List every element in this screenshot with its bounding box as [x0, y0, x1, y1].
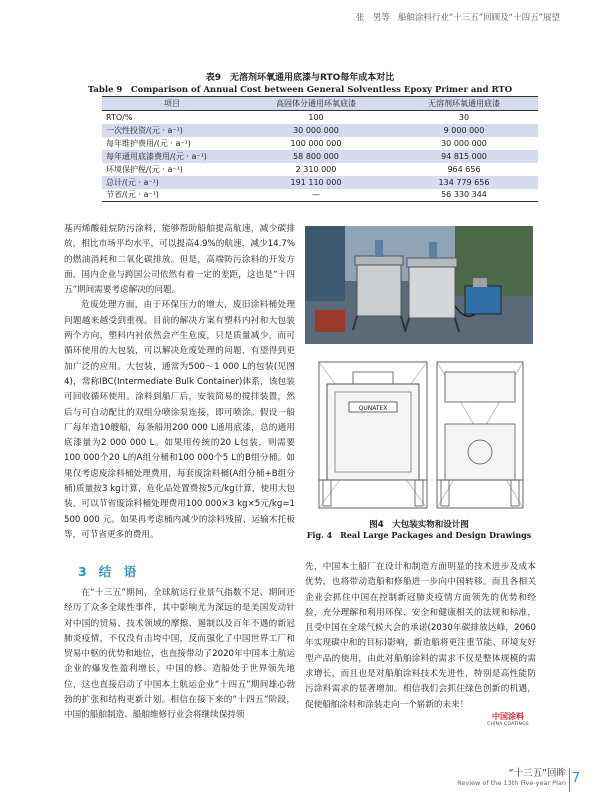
table-cell: 134 779 656 [390, 176, 538, 189]
table-cell: 9 000 000 [390, 124, 538, 137]
footer-divider [569, 768, 570, 792]
table-row [102, 150, 538, 163]
ibc-photo-illustration [305, 226, 533, 344]
table-caption-cn: 表9 无溶剂环氧通用底漆与RTO每年成本对比 [205, 73, 395, 83]
running-head [0, 0, 600, 34]
body-paragraph: 危废处理方面，由于环保压力的增大，废旧涂料桶处理问题越来越受到重视。目前的解决方案有塑料内衬和大包装两个方向，塑料内衬依然会产生危废，只是质量减少，而可循环使用的大包装，可以解决危废处理的问题，有望得到更加广泛的应用。大包装，通常为500～1 000 L的包装(见图4)，常称IBC(Intermediate Bulk Container)体系，该包装可回收循环使用。涂料到船厂后，安装简易的搅拌装置，然后与可自动配比的双组分喷涂泵连接，即可喷涂。假设一船厂每年造10艘船，每条船用200 000 L通用底漆，总的通用底漆量为2 000 000 L。如果用传统的20 L包装，则需要100 000个20 L的A组分桶和100 000个5 L的B组分桶。如果仅考虑废涂料桶处理费用，每套废涂料桶(A组分桶+B组分桶)质量按3 kg计算，危化品处置费按5元/kg计算，使用大包装，可以节省废涂料桶处理费用100 000×3 kg×5元/kg=1 500 000 元。如果再考虑桶内减少的涂料残留、运输木托板等，可节省更多的费用。 [64, 300, 295, 540]
ibc-drawing-illustration [305, 354, 533, 512]
figure-caption-en: Fig. 4 Real Large Packages and Design Drawings [306, 530, 532, 540]
section-heading [78, 562, 136, 580]
table-cell: 节省/(元 · a⁻¹) [106, 190, 159, 200]
table-cell: 每年通用底漆费用/(元 · a⁻¹) [102, 150, 242, 163]
ibc-design-drawing [305, 354, 533, 512]
section-title: 结 语 [98, 564, 137, 579]
table-row [102, 176, 538, 189]
cost-comparison-table [102, 96, 538, 202]
table-row [102, 111, 538, 124]
table-cell: — [312, 190, 320, 200]
table-row [102, 163, 538, 176]
body-paragraph: 先，中国本土船厂在设计和制造方面明显的技术进步及成本优势，也将带动造船和修船进一步向中国转移。而且各相关企业会抓住中国在控制新冠肺炎疫情方面领先的优势和经验，充分理解和利用环保、安全和健康相关的法规和标准，且受中国在全球气候大会的承诺(2030年碳排放达峰，2060年实现碳中和的目标)影响，新造船将更注重节能、环境友好型产品的使用，由此对船舶涂料的需求不仅是整体规模的需求增长，而且也是对船舶涂料技术先进性，特别是高性能防污涂料需求的显著增加。相信我们会抓住绿色创新的机遇，促使船舶涂料和涂装走向一个崭新的未来！ [305, 562, 536, 710]
table-header-cell: 无溶剂环氧通用底漆 [390, 97, 538, 111]
logo-text-en: CHINA COATINGS [487, 722, 529, 727]
ibc-photo [305, 226, 533, 344]
table-cell: 30 000 000 [242, 124, 390, 137]
table-cell: 964 656 [447, 164, 481, 174]
page-footer [457, 765, 580, 787]
drawing-label: QUNATEX [358, 405, 388, 412]
table-cell: 58 800 000 [242, 150, 390, 163]
table-caption-en: Table 9 Comparison of Annual Cost between General Solventless Epoxy Primer and RTO [87, 85, 513, 95]
table-cell: 每年维护费用/(元 · a⁻¹) [106, 138, 191, 148]
left-column-lower [64, 586, 295, 724]
table-cell: 30 [458, 112, 470, 122]
running-head-authors: 张 男等 [355, 13, 390, 23]
table-cell: 191 110 000 [242, 176, 390, 189]
table-row [102, 189, 538, 202]
table-cell: 94 815 000 [390, 150, 538, 163]
running-head-title: 船舶涂料行业“十三五”回顾及“十四五”展望 [397, 13, 560, 23]
table-cell: 56 330 344 [441, 190, 487, 200]
table-cell: 一次性投资/(元 · a⁻¹) [102, 124, 242, 137]
table-row [102, 137, 538, 150]
body-paragraph: 在“十三五”期间，全球航运行业景气指数不足、期间还经历了众多全球性事件，其中影响尤为深远的是美国发动针对中国的贸易、技术领域的摩擦、遏制以及百年不遇的新冠肺炎疫情，不仅没有击垮中国，反而强化了中国世界工厂和贸易中枢的优势和地位，也直接带动了2020年中国本土航运企业的爆发性盈利增长，中国的修、造船处于世界领先地位，这也直接启动了中国本土航运企业“十四五”期间雄心勃勃的扩张和结构更新计划。相信在接下来的“十四五”阶段，中国的船舶制造、船舶维修行业会将继续保持领 [64, 588, 295, 721]
body-paragraph: 基丙烯酸硅烷防污涂料，能够帮助船舶提高航速，减少碳排放，相比市场平均水平，可以提高4.9%的航速，减少14.7%的燃油消耗和二氧化碳排放。但是，高端防污涂料的开发方面，国内企业与跨国公司依然有着一定的差距，这也是“十四五”期间需要考虑解决的问题。 [64, 224, 295, 296]
left-column-upper [64, 222, 295, 543]
table-cell: 100 [308, 112, 324, 122]
table-header-cell: 高固体分通用环氧底漆 [242, 97, 390, 111]
table-header-cell: 项目 [102, 97, 242, 111]
table-cell: RTO/% [106, 112, 133, 122]
page-number: 7 [571, 771, 580, 786]
table-row [102, 124, 538, 137]
footer-title-cn: “十三五”回眸 [508, 768, 566, 779]
table-cell: 2 310 000 [295, 164, 337, 174]
figure-caption-cn: 图4 大包装实物和设计图 [369, 520, 469, 530]
table-cell: 环境保护税/(元 · a⁻¹) [106, 164, 183, 174]
table-cell: 100 000 000 [290, 138, 342, 148]
right-column-lower [305, 560, 536, 713]
logo-text-cn: 中国涂料 [492, 712, 524, 721]
footer-title-en: Review of the 13th Five-year Plan [457, 779, 566, 787]
figure-4 [305, 226, 533, 514]
table-cell: 30 000 000 [441, 138, 487, 148]
table-header-row [102, 97, 538, 111]
table-cell: 总计/(元 · a⁻¹) [102, 176, 242, 189]
section-number: 3 [78, 564, 87, 579]
china-coatings-logo [479, 711, 537, 731]
